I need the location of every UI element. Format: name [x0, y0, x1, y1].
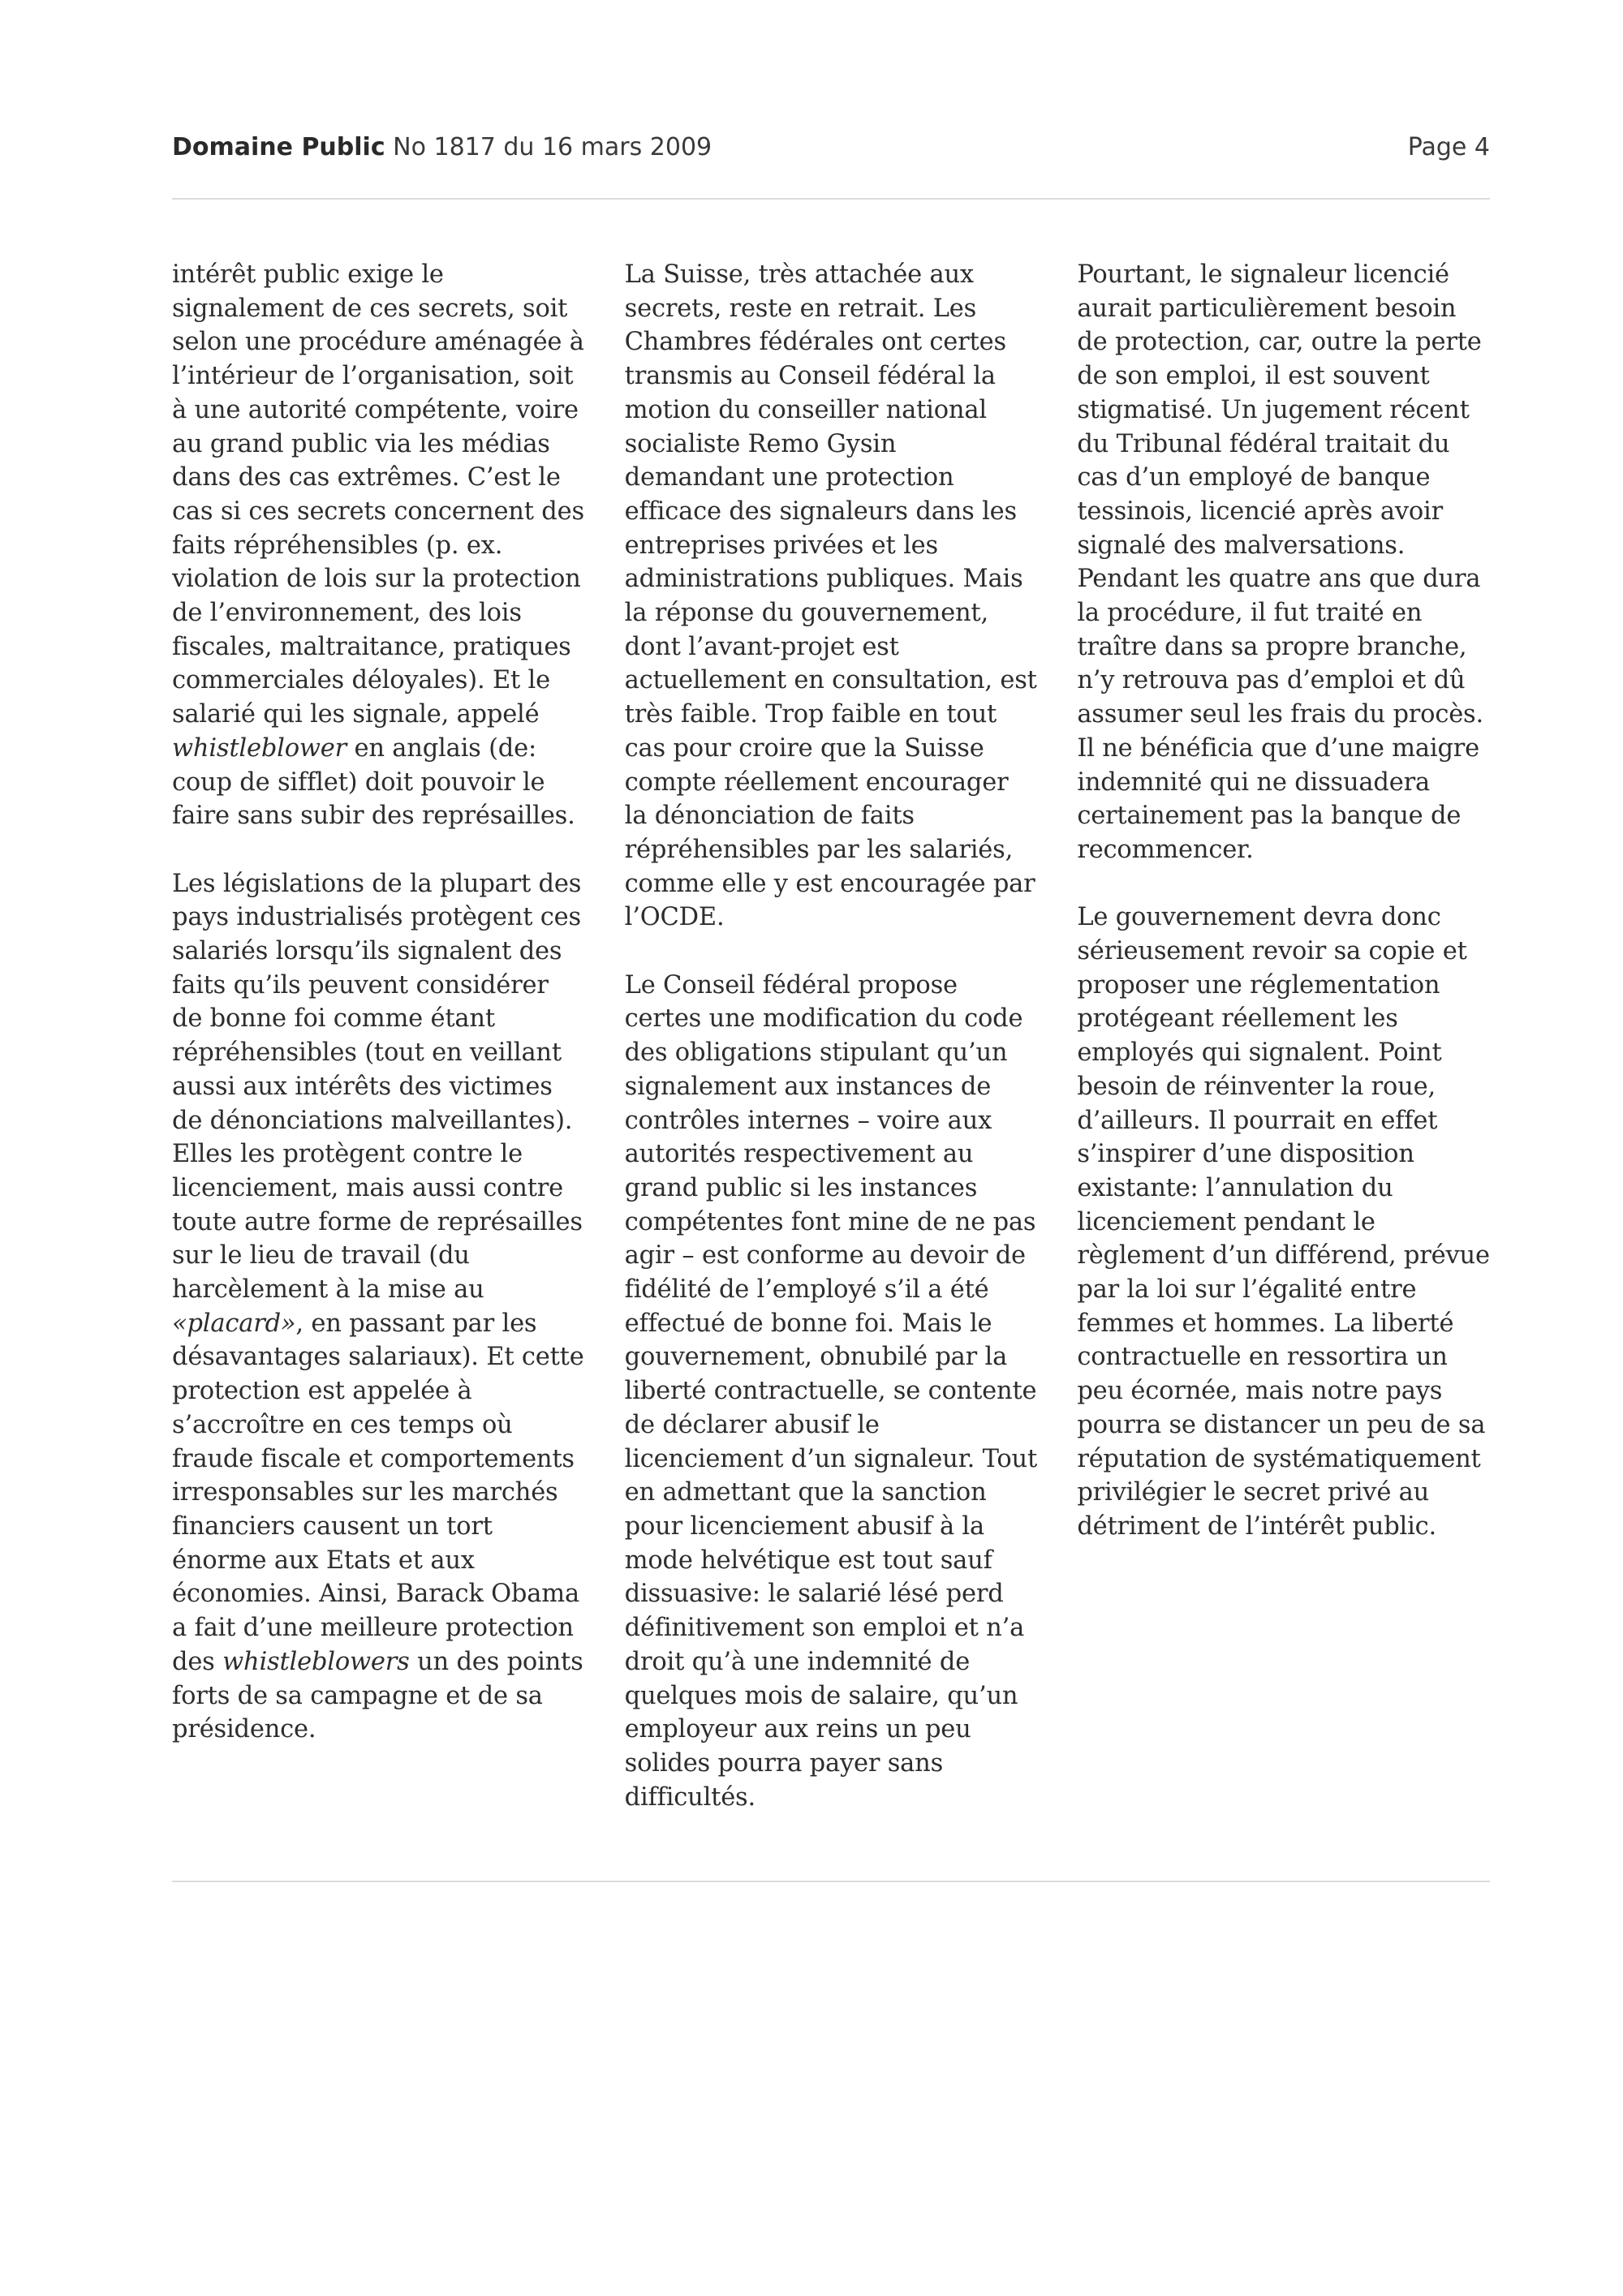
paragraph-1-text-b: en anglais (de: coup de sifflet) doit pouvoir le faire sans subir des représailles. — [172, 733, 575, 831]
paragraph-2-text-c: un des points forts de sa campagne et de sa présidence. — [172, 1647, 583, 1744]
paragraph-2 — [172, 867, 586, 1747]
paragraph-2-italic-2: whistleblowers — [222, 1647, 410, 1676]
paragraph-2-text-b: , en passant par les désavantages salariaux). Et cette protection est appelée à s’accroître en ces temps où fraude fiscale et comportements irresponsables sur les marchés financiers causent un tort énorme aux Etats et aux économies. Ainsi, Barack Obama a fait d’une meilleure protection des — [172, 1309, 584, 1676]
publication-name: Domaine Public — [172, 133, 385, 161]
paragraph-2-text-a: Les législations de la plupart des pays industrialisés protègent ces salariés lorsqu’ils signalent des faits qu’ils peuvent considérer de bonne foi comme étant répréhensibles (tout en veillant aussi aux intérêts des victimes de dénonciations malveillantes). Elles les protègent contre le licenciement, mais aussi contre toute autre forme de représailles sur le lieu de travail (du harcèlement à la mise au — [172, 869, 583, 1305]
page-header — [172, 133, 1490, 174]
article-body — [172, 258, 1491, 1848]
page-number: Page 4 — [1407, 133, 1490, 161]
header-divider — [172, 198, 1490, 200]
footer-divider — [172, 1881, 1490, 1882]
paragraph-2-italic-1: «placard» — [172, 1309, 296, 1338]
paragraph-4: Le Conseil fédéral propose certes une modification du code des obligations stipulant qu’un signalement aux instances de contrôles internes – voire aux autorités respectivement au grand public si les instances compétentes font mine de ne pas agir – est conforme au devoir de fidélité de l’employé s’il a été effectué de bonne foi. Mais le gouvernement, obnubilé par la liberté contractuelle, se contente de déclarer abusif le licenciement d’un signaleur. Tout en admettant que la sanction pour licenciement abusif à la mode helvétique est tout sauf dissuasive: le salarié lésé perd définitivement son emploi et n’a droit qu’à une indemnité de quelques mois de salaire, qu’un employeur aux reins un peu solides pourra payer sans difficultés. — [624, 970, 1038, 1812]
paragraph-1-text-a: intérêt public exige le signalement de ces secrets, soit selon une procédure aménagée à l’intérieur de l’organisation, soit à une autorité compétente, voire au grand public via les médias dans des cas extrêmes. C’est le cas si ces secrets concernent des faits répréhensibles (p. ex. violation de lois sur la protection de l’environnement, des lois fiscales, maltraitance, pratiques commerciales déloyales). Et le salarié qui les signale, appelé — [172, 260, 584, 729]
paragraph-6: Le gouvernement devra donc sérieusement revoir sa copie et proposer une réglementation protégeant réellement les employés qui signalent. Point besoin de réinventer la roue, d’ailleurs. Il pourrait en effet s’inspirer d’une disposition existante: l’annulation du licenciement pendant le règlement d’un différend, prévue par la loi sur l’égalité entre femmes et hommes. La liberté contractuelle en ressortira un peu écornée, mais notre pays pourra se distancer un peu de sa réputation de systématiquement privilégier le secret privé au détriment de l’intérêt public. — [1077, 903, 1490, 1541]
issue-info: No 1817 du 16 mars 2009 — [385, 133, 712, 161]
publication-line — [172, 133, 712, 161]
paragraph-5: Pourtant, le signaleur licencié aurait particulièrement besoin de protection, car, outre la perte de son emploi, il est souvent stigmatisé. Un jugement récent du Tribunal fédéral traitait du cas d’un employé de banque tessinois, licencié après avoir signalé des malversations. Pendant les quatre ans que dura la procédure, il fut traité en traître dans sa propre branche, n’y retrouva pas d’emploi et dû assumer seul les frais du procès. Il ne bénéficia que d’une maigre indemnité qui ne dissuadera certainement pas la banque de recommencer. — [1077, 260, 1483, 864]
paragraph-3: La Suisse, très attachée aux secrets, reste en retrait. Les Chambres fédérales ont certes transmis au Conseil fédéral la motion du conseiller national socialiste Remo Gysin demandant une protection efficace des signaleurs dans les entreprises privées et les administrations publiques. Mais la réponse du gouvernement, dont l’avant-projet est actuellement en consultation, est très faible. Trop faible en tout cas pour croire que la Suisse compte réellement encourager la dénonciation de faits répréhensibles par les salariés, comme elle y est encouragée par l’OCDE. — [624, 260, 1037, 932]
paragraph-1-italic: whistleblower — [172, 733, 347, 763]
paragraph-1 — [172, 258, 586, 833]
